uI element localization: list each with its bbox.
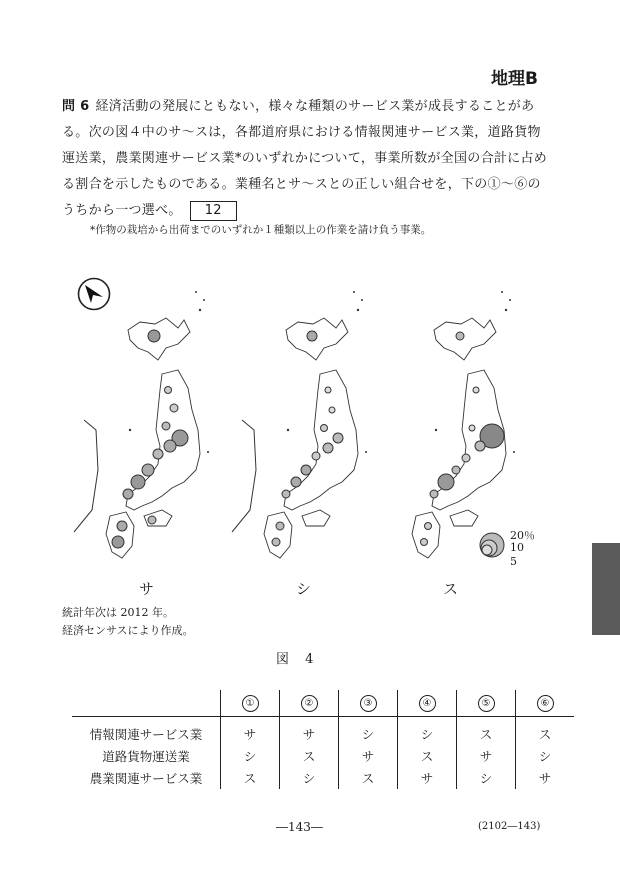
table-cell: サ: [339, 745, 398, 767]
choice-header-5[interactable]: ⑤: [457, 690, 516, 717]
table-cell: サ: [398, 767, 457, 789]
map-label-su: ス: [443, 580, 459, 598]
map-su: [376, 270, 526, 560]
answer-box[interactable]: 12: [190, 201, 237, 221]
map-sa: [70, 270, 220, 560]
source-line: 統計年次は 2012 年。: [62, 606, 174, 619]
choice-header-4[interactable]: ④: [398, 690, 457, 717]
table-cell: ス: [221, 767, 280, 789]
footnote: *作物の栽培から出荷までのいずれか１種類以上の作業を請け負う事業。: [90, 224, 432, 236]
table-cell: シ: [280, 767, 339, 789]
table-cell: ス: [457, 717, 516, 746]
map-label-sa: サ: [139, 580, 155, 598]
table-row: [72, 717, 574, 746]
table-cell: サ: [221, 717, 280, 746]
map-shi: [228, 270, 378, 560]
table-cell: ス: [280, 745, 339, 767]
table-cell: シ: [457, 767, 516, 789]
question-number: 問 6: [62, 99, 90, 114]
side-index-tab: [592, 543, 620, 635]
page-number: ―143―: [276, 820, 323, 834]
row-label: 情報関連サービス業: [72, 717, 221, 746]
source-line: 経済センサスにより作成。: [62, 624, 194, 637]
table-cell: サ: [516, 767, 575, 789]
choice-header-6[interactable]: ⑥: [516, 690, 575, 717]
choice-header-1[interactable]: ①: [221, 690, 280, 717]
figure-caption: 図 4: [276, 652, 320, 667]
table-cell: シ: [221, 745, 280, 767]
legend-value-10: 10: [510, 541, 524, 554]
table-corner: [72, 690, 221, 717]
question-text: 経済活動の発展にともない，様々な種類のサービス業が成長することがある。次の図４中のサ～スは，各都道府県における情報関連サービス業，道路貨物運送業，農業関連サービス業*のいずれかについて，事業所数が全国の合計に占める割合を示したものである。業種名とサ～スとの正しい組合せを，下の①～⑥のうちから一つ選べ。: [62, 99, 548, 218]
table-cell: ス: [516, 717, 575, 746]
choices-table: [72, 690, 574, 789]
row-label: 農業関連サービス業: [72, 767, 221, 789]
legend-value-20: 20％: [510, 529, 535, 542]
question-block: [62, 94, 552, 224]
table-cell: シ: [398, 717, 457, 746]
legend-circles: [478, 528, 512, 562]
table-cell: サ: [457, 745, 516, 767]
table-cell: ス: [398, 745, 457, 767]
subject-header: 地理B: [491, 69, 538, 89]
page-code: (2102―143): [478, 821, 541, 832]
table-cell: ス: [339, 767, 398, 789]
table-cell: シ: [339, 717, 398, 746]
choice-header-3[interactable]: ③: [339, 690, 398, 717]
map-label-shi: シ: [296, 580, 312, 598]
table-row: [72, 745, 574, 767]
choice-header-2[interactable]: ②: [280, 690, 339, 717]
legend-value-5: 5: [510, 555, 517, 568]
table-row: [72, 767, 574, 789]
row-label: 道路貨物運送業: [72, 745, 221, 767]
table-cell: シ: [516, 745, 575, 767]
table-cell: サ: [280, 717, 339, 746]
source-notes: [62, 604, 194, 640]
